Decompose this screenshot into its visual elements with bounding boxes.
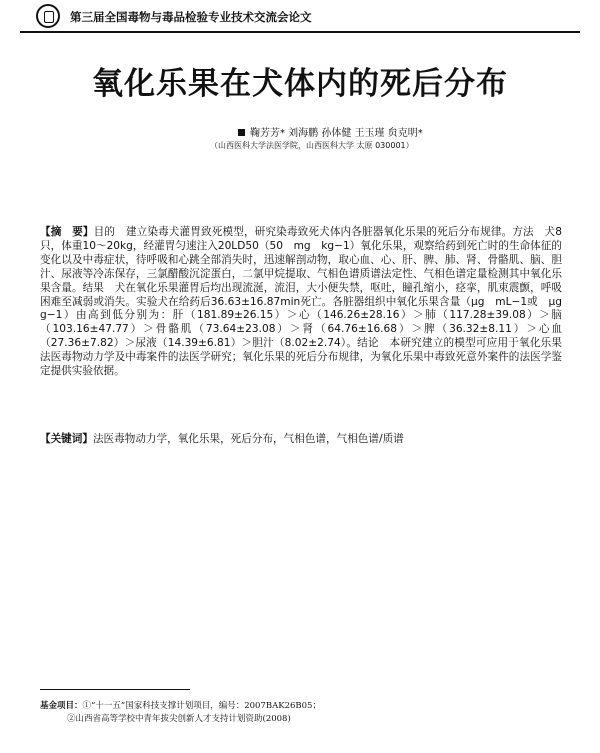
author-line bbox=[238, 124, 423, 139]
keywords-text: 法医毒物动力学，氧化乐果，死后分布，气相色谱，气相色谱/质谱 bbox=[92, 433, 404, 445]
funding-line-2: ②山西省高等学校中青年拔尖创新人才支持计划资助(2008) bbox=[67, 714, 291, 724]
header-rule bbox=[20, 31, 580, 33]
paper-title: 氧化乐果在犬体内的死后分布 bbox=[92, 66, 508, 102]
funding-footnote bbox=[40, 700, 570, 726]
author-bullet bbox=[238, 129, 245, 136]
keywords-block bbox=[40, 432, 562, 446]
abstract-block bbox=[40, 226, 573, 379]
funding-label: 基金项目： bbox=[40, 701, 83, 711]
funding-line-1: ①“十一五”国家科技支撑计划项目，编号：2007BAK26B05； bbox=[82, 701, 321, 711]
abstract-label: 【摘 要】 bbox=[40, 226, 94, 238]
author-names: 鞠芳芳* 刘海鹏 孙体健 王玉瑾 贠克明* bbox=[250, 128, 423, 139]
abstract-text: 目的 建立染毒犬灌胃致死模型，研究染毒致死犬体内各脏器氧化乐果的死后分布规律。方法 犬8只，体重10～20kg，经灌胃匀速注入20LD50（50 mg kg−1）氧化乐果，观察给药到死亡时的生命体征的变化以及中毒症状，待呼吸和心跳全部消失时，迅速解剖动物，取心血、心、肝、脾、肺、肾、骨骼肌、脑、胆汁、尿液等冷冻保存，三氯醋酸沉淀蛋白，二氯甲烷提取、气相色谱质谱法定性、气相色谱定量检测其中氧化乐果含量。结果 犬在氧化乐果灌胃后均出现流涎，流泪，大小便失禁，呕吐，瞳孔缩小，痉挛，肌束震颤，呼吸困难至减弱或消失。实验犬在给药后36.63±16.87min死亡。各脏器组织中氧化乐果含量（μg mL−1或 μg g−1）由高到低分别为：肝（181.89±26.15）＞心（146.26±28.16）＞肺（117.28±39.08）＞脑（103.16±47.77）＞骨骼肌（73.64±23.08）＞肾（64.76±16.68）＞脾（36.32±8.11）＞心血（27.36±7.82）＞尿液（14.39±6.81）＞胆汁（8.02±2.74）。结论 本研究建立的模型可应用于氧化乐果法医毒物动力学及中毒案件的法医学研究；氧化乐果的死后分布规律，为氧化乐果中毒致死意外案件的法医学鉴定提供实验依据。 bbox=[40, 226, 573, 378]
footnote-rule bbox=[40, 689, 190, 690]
running-header bbox=[36, 4, 576, 30]
keywords-label: 【关键词】 bbox=[40, 433, 93, 445]
conference-name: 第三届全国毒物与毒品检验专业技术交流会论文 bbox=[70, 10, 312, 24]
journal-seal-icon bbox=[36, 4, 60, 28]
affiliation: （山西医科大学法医学院，山西医科大学 太原 030001） bbox=[210, 141, 414, 150]
